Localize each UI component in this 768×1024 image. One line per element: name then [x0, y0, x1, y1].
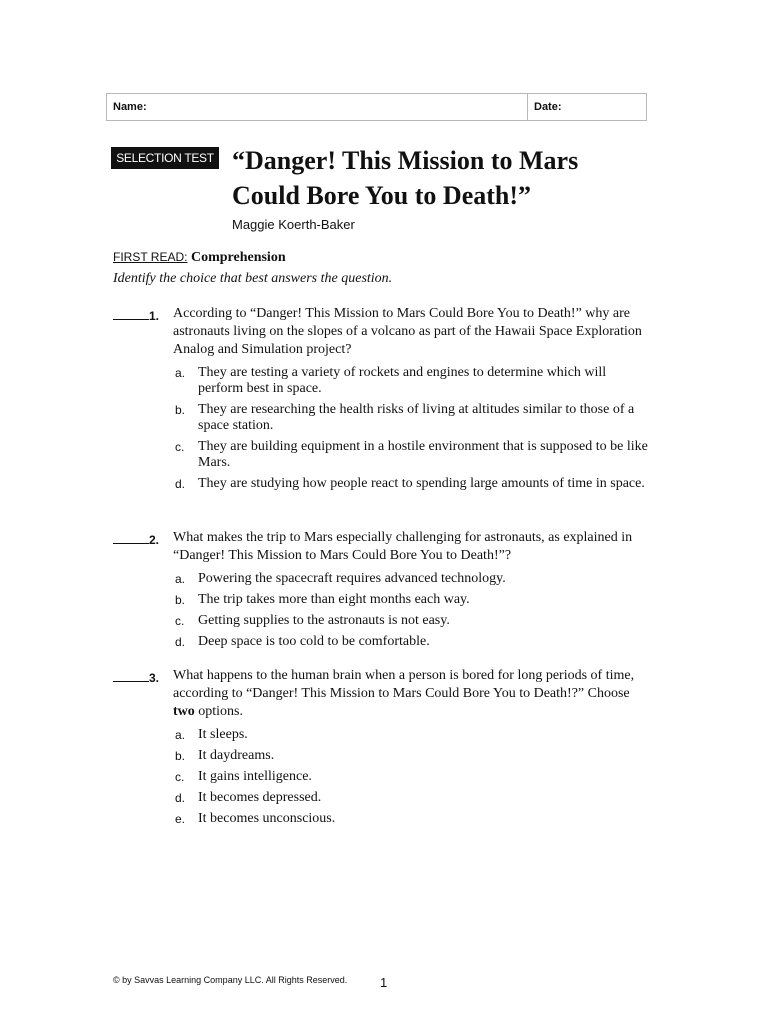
option-letter: e.: [175, 812, 186, 826]
question-text: [173, 667, 651, 721]
options-list: [113, 571, 653, 650]
option-text: Deep space is too cold to be comfortable.: [198, 634, 430, 649]
options-list: [113, 727, 653, 827]
question-1: [113, 305, 653, 497]
option-item: [175, 790, 653, 806]
selection-test-badge: SELECTION TEST: [111, 147, 219, 169]
question-text: What makes the trip to Mars especially challenging for astronauts, as explained in “Danger! This Mission to Mars Could Bore You to Death!”?: [173, 530, 633, 563]
title-line-2: Could Bore You to Death!”: [232, 181, 532, 210]
section-label: FIRST READ:: [113, 250, 188, 264]
option-item: [175, 811, 653, 827]
date-label: Date:: [534, 101, 562, 113]
option-text: It becomes unconscious.: [198, 811, 336, 826]
question-text-start: What happens to the human brain when a person is bored for long periods of time, according to “Danger! This Mission to Mars Could Bore You to Death!?” Choose: [173, 668, 635, 701]
question-emphasis: two: [173, 704, 195, 719]
option-letter: b.: [175, 403, 186, 417]
question-text: According to “Danger! This Mission to Mars Could Bore You to Death!” why are astronauts living on the slopes of a volcano as part of the Hawaii Space Exploration Analog and Simulation project?: [173, 306, 642, 357]
option-text: They are studying how people react to spending large amounts of time in space.: [198, 476, 645, 491]
option-item: [175, 476, 653, 492]
question-number: 2.: [149, 533, 160, 547]
question-3: [113, 667, 653, 832]
option-item: [175, 365, 653, 397]
name-field[interactable]: [107, 94, 528, 120]
question-2: [113, 529, 653, 655]
option-letter: a.: [175, 366, 186, 380]
option-item: [175, 748, 653, 764]
option-item: [175, 634, 653, 650]
option-item: [175, 769, 653, 785]
answer-blank-3[interactable]: [113, 667, 149, 682]
author-name: Maggie Koerth-Baker: [232, 217, 355, 232]
section-heading: [113, 250, 286, 266]
option-text: It daydreams.: [198, 748, 275, 763]
option-letter: c.: [175, 614, 185, 628]
question-number: 1.: [149, 309, 160, 323]
option-letter: d.: [175, 635, 186, 649]
option-item: [175, 727, 653, 743]
section-name: Comprehension: [190, 250, 286, 265]
name-date-header: [106, 93, 647, 121]
answer-blank-1[interactable]: [113, 305, 149, 320]
question-number: 3.: [149, 671, 160, 685]
title-line-1: “Danger! This Mission to Mars: [232, 146, 579, 175]
instructions: Identify the choice that best answers the question.: [113, 271, 393, 286]
option-text: It gains intelligence.: [198, 769, 312, 784]
copyright-notice: © by Savvas Learning Company LLC. All Rights Reserved.: [113, 975, 348, 985]
option-letter: d.: [175, 791, 186, 805]
option-text: It becomes depressed.: [198, 790, 322, 805]
option-letter: a.: [175, 728, 186, 742]
option-letter: a.: [175, 572, 186, 586]
option-letter: c.: [175, 770, 185, 784]
option-item: [175, 613, 653, 629]
answer-blank-2[interactable]: [113, 529, 149, 544]
page-title: [232, 143, 672, 213]
date-field[interactable]: [528, 94, 646, 120]
option-item: [175, 592, 653, 608]
option-letter: b.: [175, 593, 186, 607]
option-item: [175, 439, 653, 471]
question-text-end: options.: [194, 704, 244, 719]
option-text: The trip takes more than eight months each way.: [198, 592, 470, 607]
option-letter: b.: [175, 749, 186, 763]
option-item: [175, 402, 653, 434]
option-text: Getting supplies to the astronauts is not easy.: [198, 613, 450, 628]
page-number: 1: [380, 975, 388, 990]
option-letter: d.: [175, 477, 186, 491]
options-list: [113, 365, 653, 492]
option-text: They are building equipment in a hostile environment that is supposed to be like Mars.: [198, 439, 648, 470]
option-text: They are researching the health risks of living at altitudes similar to those of a space station.: [198, 402, 635, 433]
name-label: Name:: [113, 101, 147, 113]
option-letter: c.: [175, 440, 185, 454]
option-text: They are testing a variety of rockets and engines to determine which will perform best in space.: [198, 365, 607, 396]
option-item: [175, 571, 653, 587]
option-text: Powering the spacecraft requires advanced technology.: [198, 571, 506, 586]
option-text: It sleeps.: [198, 727, 248, 742]
